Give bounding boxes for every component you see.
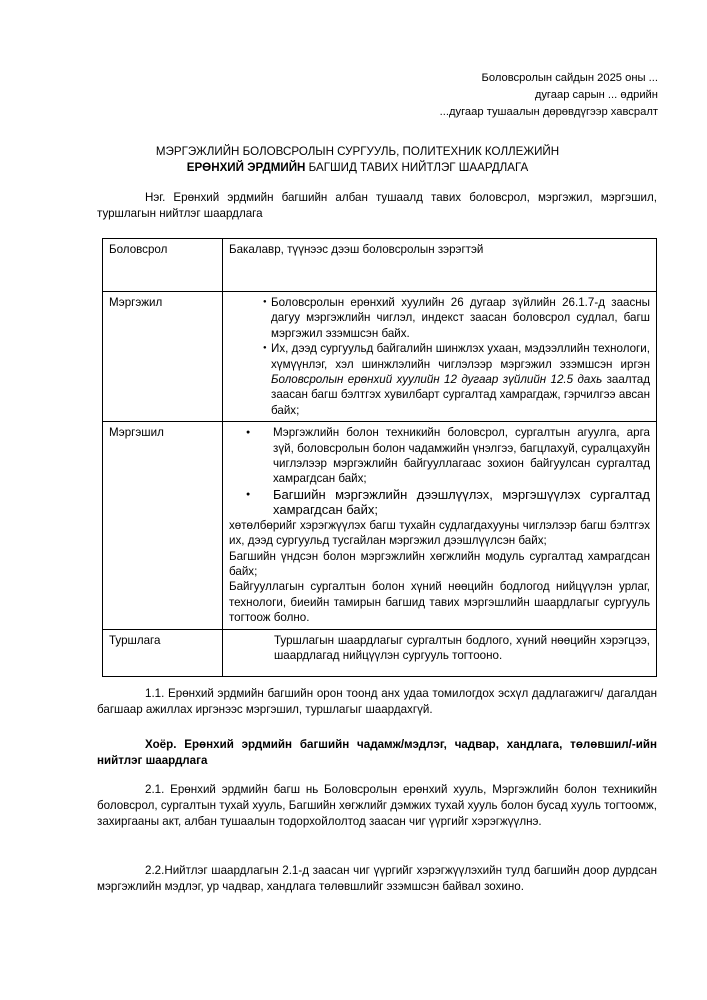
section-2-heading: Хоёр. Ерөнхий эрдмийн багшийн чадамж/мэдлэг, чадвар, хандлага, төлөвшил/-ийн нийтлэг шаардлага [97,738,657,767]
experience-cell [223,629,657,676]
section-1-heading: Нэг. Ерөнхий эрдмийн багшийн албан тушаалд тавих боловсрол, мэргэжил, мэргэшил, туршлагын нийтлэг шаардлага [97,191,657,220]
appendix-line-2: дугаар сарын ... өдрийн [534,89,658,101]
profession-cell [223,292,657,422]
title-bold-part: ЕРӨНХИЙ ЭРДМИЙН [186,161,306,174]
list-item: ● Боловсролын ерөнхий хуулийн 26 дугаар зүйлийн 26.1.7-д заасны дагуу мэргэжлийн чиглэл, индекст заасан боловсрол судлал, багш мэргэжил эзэмшсэн байх. [265,295,650,341]
title-line-2 [60,160,655,176]
profession-list [229,295,650,418]
profession-item2-end: заалтад заасан багш бэлтгэх хувилбарт сургалтад хамрагдаж, гэрчилгээ авсан байх; [271,373,650,417]
profession-item2-law-ref: Боловсролын ерөнхий хуулийн 12 дугаар зүйлийн 12.5 дахь [271,373,603,387]
qualification-line-3: хөтөлбөрийг хэрэгжүүлэх багш тухайн судлагдахууны чиглэлээр багш бэлтгэх их, дээд сургуульд тусгайлан мэргэжил дээшлүүлсэн байх; [229,518,650,548]
appendix-line-1: Боловсролын сайдын 2025 оны ... [481,72,658,84]
table-row-education [103,239,657,292]
profession-item2-start: Их, дээд сургуульд байгалийн шинжлэх ухаан, мэдээллийн технологи, хүмүүнлэг, хэл шинжлэлийн чиглэлээр мэргэжил эзэмшсэн иргэн [271,342,650,371]
qualification-cell [223,422,657,629]
requirements-table [102,238,657,677]
table-row-qualification [103,422,657,629]
list-item: ● Мэргэжлийн болон техникийн боловсрол, сургалтын агуулга, арга зүй, боловсролын болон чадамжийн үнэлгээ, багцлахуй, суралцахуйн чиглэлээр мэргэжлийн байгууллагаас зохион байгуулсан сургалтад хамрагдсан байх; [273,425,650,487]
table-row-experience [103,629,657,676]
title-rest-part: БАГШИД ТАВИХ НИЙТЛЭГ ШААРДЛАГА [305,161,529,174]
experience-value: Туршлагын шаардлагыг сургалтын бодлого, хүний нөөцийн хэрэгцээ, шаардлагад нийцүүлэн сургууль тогтооно. [274,633,650,662]
appendix-header [440,70,658,121]
paragraph-2-2: 2.2.Нийтлэг шаардлагын 2.1-д заасан чиг үүргийг хэрэгжүүлэхийн тулд багшийн доор дурдсан мэргэжлийн мэдлэг, ур чадвар, хандлага төлөвшлийг эзэмшсэн байвал зохино. [97,864,657,893]
qualification-list [229,425,650,517]
list-item: ● Багшийн мэргэжлийн дээшлүүлэх, мэргэшүүлэх сургалтад хамрагдсан байх; [273,487,650,518]
list-item [265,341,650,418]
qualification-line-5: Байгууллагын сургалтын болон хүний нөөцийн бодлогод нийцүүлэн урлаг, технологи, биеийн тамирын багшид тавих мэргэшлийн шаардлагыг сургууль тогтоож болно. [229,580,650,625]
education-value: Бакалавр, түүнээс дээш боловсролын зэрэгтэй [223,239,657,292]
paragraph-1-1: 1.1. Ерөнхий эрдмийн багшийн орон тоонд анх удаа томилогдох эсхүл дадлагажигч/ дагалдан багшаар ажиллах иргэнээс мэргэшил, туршлагыг шаардахгүй. [97,687,657,716]
profession-label: Мэргэжил [103,292,223,422]
education-label: Боловсрол [103,239,223,292]
title-line-1: МЭРГЭЖЛИЙН БОЛОВСРОЛЫН СУРГУУЛЬ, ПОЛИТЕХНИК КОЛЛЕЖИЙН [155,145,560,158]
paragraph-2-1: 2.1. Ерөнхий эрдмийн багш нь Боловсролын ерөнхий хууль, Мэргэжлийн болон техникийн боловсрол, сургалтын тухай хууль, Багшийн хөгжлийг дэмжих тухай хууль болон бусад хууль тогтоомж, захиргааны акт, албан тушаалын тодорхойлолтод заасан чиг үүргийг хэрэгжүүлнэ. [97,783,657,828]
appendix-line-3: ...дугаар тушаалын дөрөвдүгээр хавсралт [439,106,658,118]
document-title [60,144,655,176]
qualification-label: Мэргэшил [103,422,223,629]
qualification-line-4: Багшийн үндсэн болон мэргэжлийн хөгжлийн модуль сургалтад хамрагдсан байх; [229,549,650,578]
table-row-profession [103,292,657,422]
experience-label: Туршлага [103,629,223,676]
